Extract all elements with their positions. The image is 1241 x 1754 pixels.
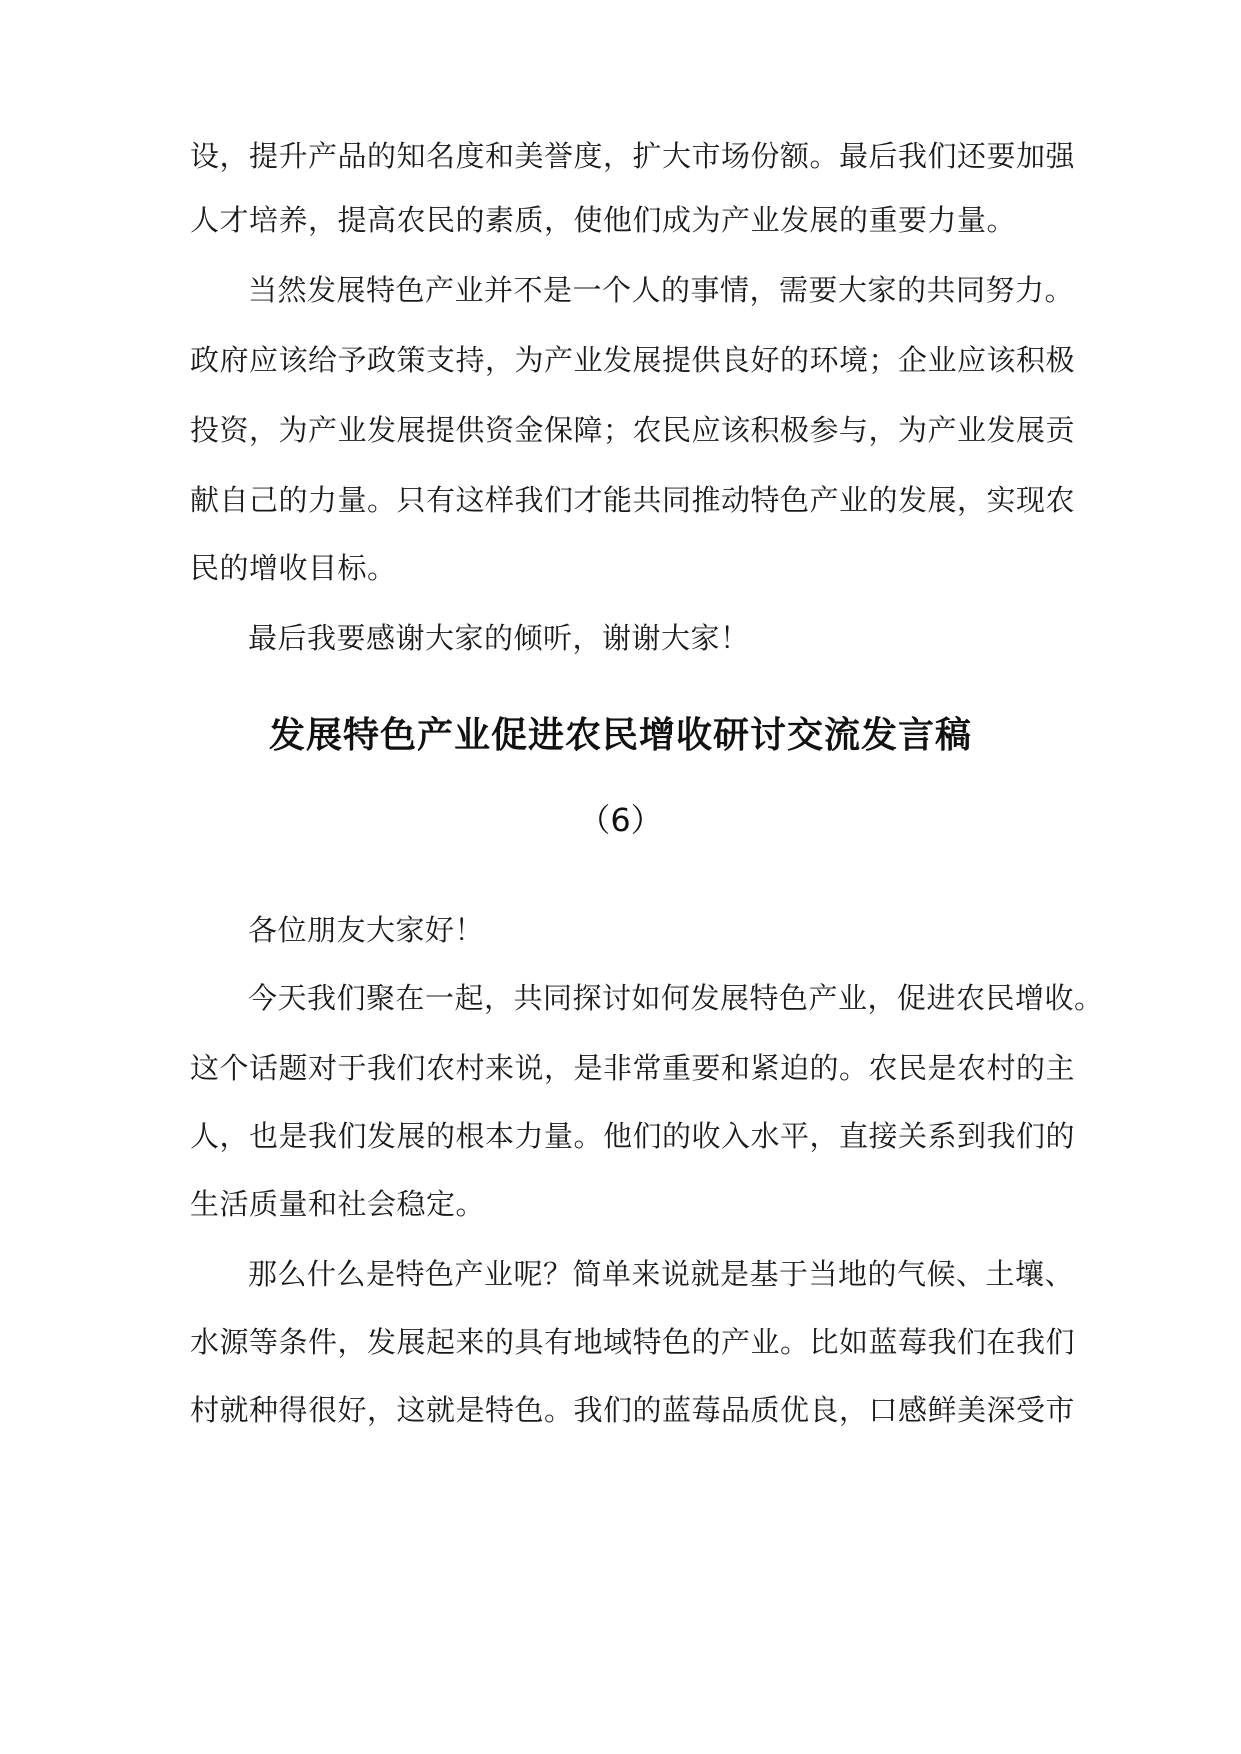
body-line: 生活质量和社会稳定。 (190, 1187, 486, 1221)
body-line: 民的增收目标。 (190, 551, 397, 585)
body-line: 设，提升产品的知名度和美誉度，扩大市场份额。最后我们还要加强 (190, 139, 1076, 173)
article-title: 发展特色产业促进农民增收研讨交流发言稿 (268, 715, 972, 756)
paragraph-start-line: 当然发展特色产业并不是一个人的事情，需要大家的共同努力。 (248, 273, 1075, 307)
paragraph-start-line: 今天我们聚在一起，共同探讨如何发展特色产业，促进农民增收。 (248, 981, 1104, 1015)
body-line: 这个话题对于我们农村来说，是非常重要和紧迫的。农民是农村的主 (190, 1051, 1076, 1085)
body-line: 政府应该给予政策支持，为产业发展提供良好的环境；企业应该积极 (190, 343, 1076, 377)
body-line: 水源等条件，发展起来的具有地域特色的产业。比如蓝莓我们在我们 (190, 1325, 1076, 1359)
body-line: 村就种得很好，这就是特色。我们的蓝莓品质优良，口感鲜美深受市 (190, 1393, 1076, 1427)
article-number: （6） (578, 801, 663, 839)
paragraph-start-line: 最后我要感谢大家的倾听，谢谢大家！ (248, 621, 750, 655)
body-line: 献自己的力量。只有这样我们才能共同推动特色产业的发展，实现农 (190, 483, 1076, 517)
body-line: 人才培养，提高农民的素质，使他们成为产业发展的重要力量。 (190, 203, 1017, 237)
greeting-line: 各位朋友大家好！ (248, 913, 485, 947)
paragraph-start-line: 那么什么是特色产业呢？简单来说就是基于当地的气候、土壤、 (248, 1257, 1075, 1291)
body-line: 人，也是我们发展的根本力量。他们的收入水平，直接关系到我们的 (190, 1119, 1076, 1153)
body-line: 投资，为产业发展提供资金保障；农民应该积极参与，为产业发展贡 (190, 413, 1076, 447)
